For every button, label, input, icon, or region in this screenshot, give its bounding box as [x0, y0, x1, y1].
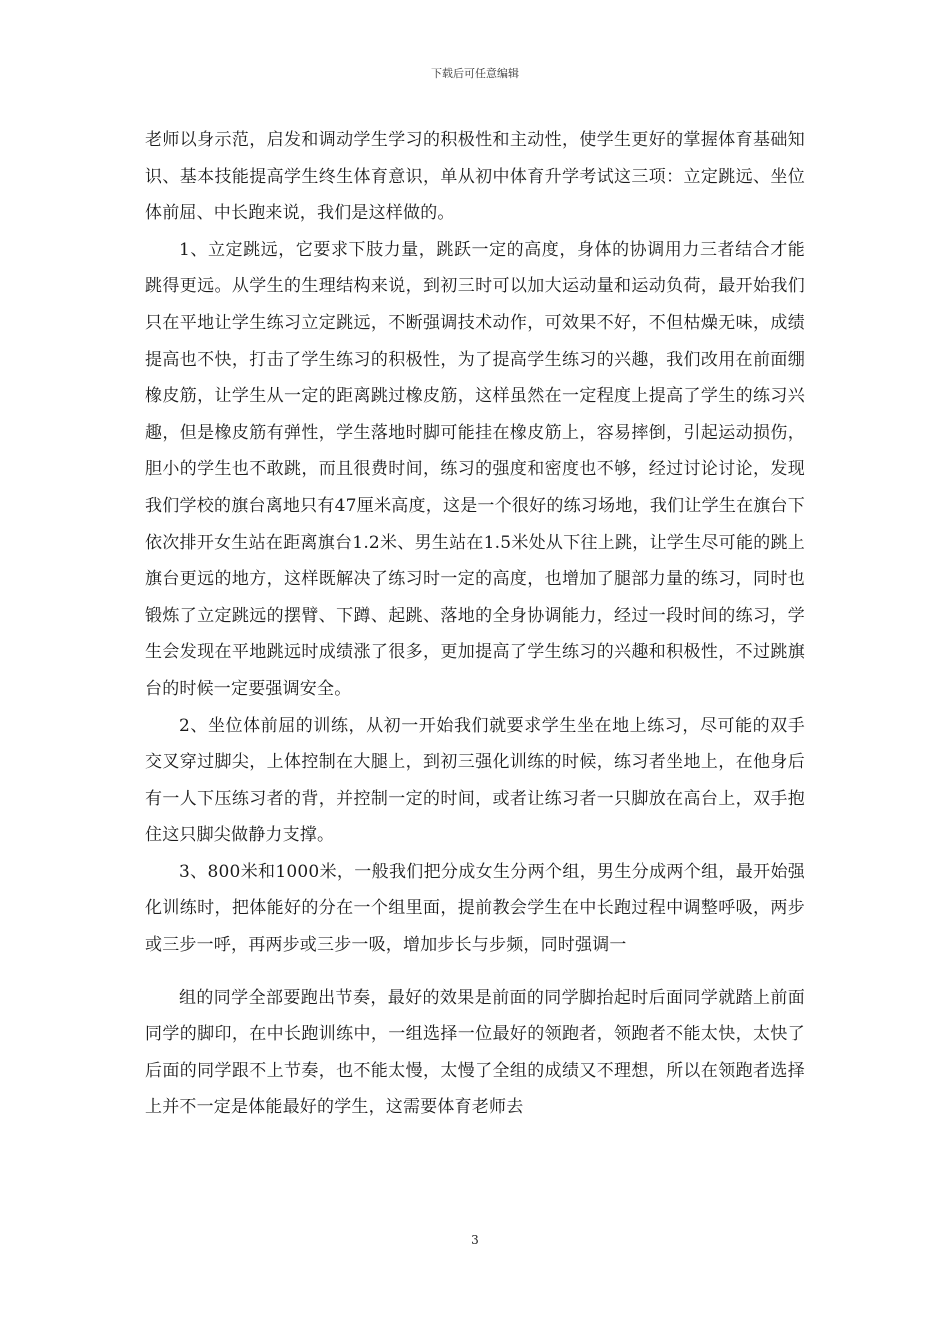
page-header: 下载后可任意编辑 — [431, 67, 519, 80]
paragraph-middle-distance-run: 3、800米和1000米，一般我们把分成女生分两个组，男生分成两个组，最开始强化训练时，把体能好的分在一个组里面，提前教会学生在中长跑过程中调整呼吸，两步或三步一呼，再两步或三步一吸，增加步长与步频，同时强调一 — [145, 861, 805, 956]
paragraph-continuation: 老师以身示范，启发和调动学生学习的积极性和主动性，使学生更好的掌握体育基础知识、基本技能提高学生终生体育意识，单从初中体育升学考试这三项：立定跳远、坐位体前屈、中长跑来说，我们是这样做的。 — [145, 130, 805, 224]
paragraph-group-rhythm: 组的同学全部要跑出节奏，最好的效果是前面的同学脚抬起时后面同学就踏上前面同学的脚印，在中长跑训练中，一组选择一位最好的领跑者，领跑者不能太快，太快了后面的同学跟不上节奏，也不能太慢，太慢了全组的成绩又不理想，所以在领跑者选择上并不一定是体能最好的学生，这需要体育老师去 — [145, 987, 805, 1118]
paragraph-sit-and-reach: 2、坐位体前屈的训练，从初一开始我们就要求学生坐在地上练习，尽可能的双手交叉穿过脚尖，上体控制在大腿上，到初三强化训练的时候，练习者坐地上，在他身后有一人下压练习者的背，并控制一定的时间，或者让练习者一只脚放在高台上，双手抱住这只脚尖做静力支撑。 — [145, 715, 805, 846]
page-number: 3 — [471, 1233, 479, 1247]
paragraph-standing-long-jump: 1、立定跳远，它要求下肢力量，跳跃一定的高度，身体的协调用力三者结合才能跳得更远。从学生的生理结构来说，到初三时可以加大运动量和运动负荷，最开始我们只在平地让学生练习立定跳远，不断强调技术动作，可效果不好，不但枯燥无味，成绩提高也不快，打击了学生练习的积极性，为了提高学生练习的兴趣，我们改用在前面绷橡皮筋，让学生从一定的距离跳过橡皮筋，这样虽然在一定程度上提高了学生的练习兴趣，但是橡皮筋有弹性，学生落地时脚可能挂在橡皮筋上，容易摔倒，引起运动损伤，胆小的学生也不敢跳，而且很费时间，练习的强度和密度也不够，经过讨论讨论，发现我们学校的旗台离地只有47厘米高度，这是一个很好的练习场地，我们让学生在旗台下依次排开女生站在距离旗台1.2米、男生站在1.5米处从下往上跳，让学生尽可能的跳上旗台更远的地方，这样既解决了练习时一定的高度，也增加了腿部力量的练习，同时也锻炼了立定跳远的摆臂、下蹲、起跳、落地的全身协调能力，经过一段时间的练习，学生会发现在平地跳远时成绩涨了很多，更加提高了学生练习的兴趣和积极性，不过跳旗台的时候一定要强调安全。 — [145, 239, 805, 699]
document-body — [145, 122, 805, 1126]
